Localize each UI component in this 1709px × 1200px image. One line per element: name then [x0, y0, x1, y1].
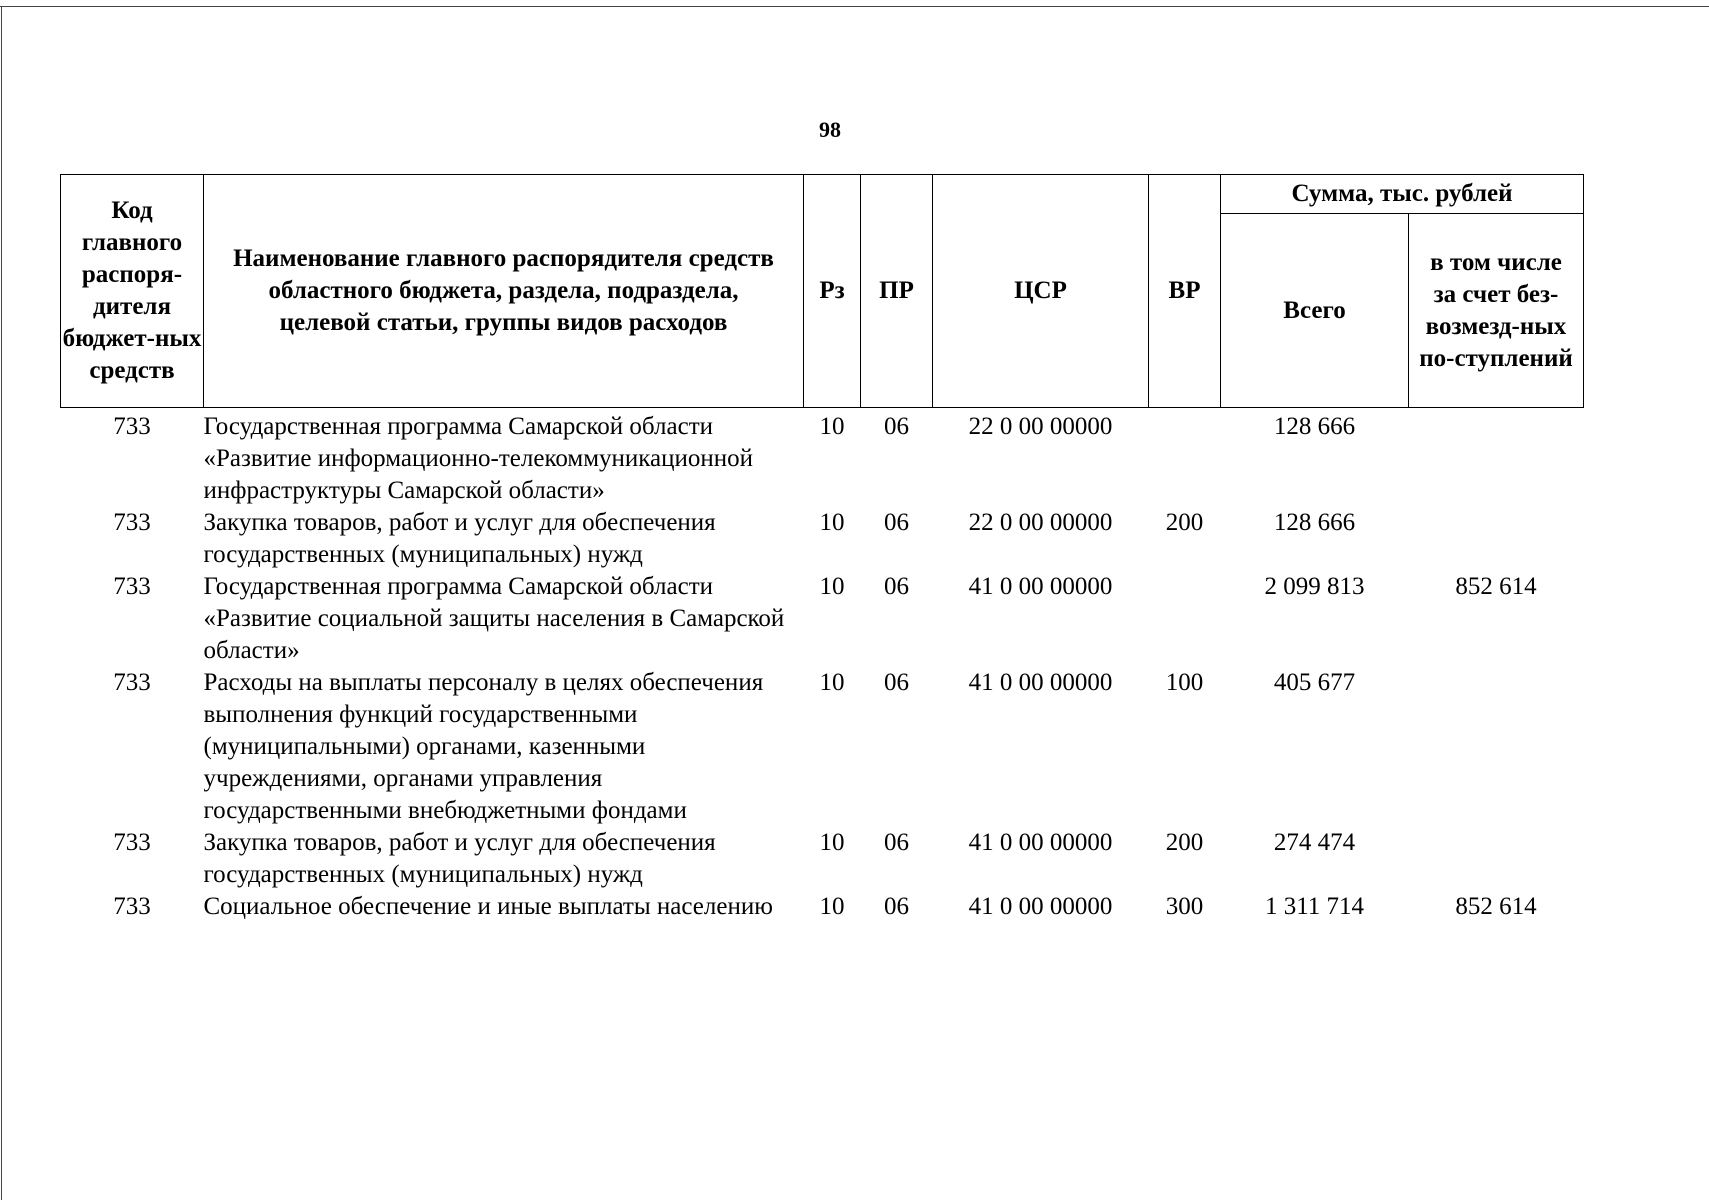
cell-name: Расходы на выплаты персоналу в целях обеспечения выполнения функций государственными (муниципальными) органами, казенными учреждениями, органами управления государственными внебюджетными фондами — [203, 669, 764, 824]
cell-vr — [1149, 408, 1221, 508]
cell-total: 405 677 — [1273, 669, 1356, 696]
cell-rz: 10 — [819, 893, 845, 920]
cell-code: 733 — [113, 893, 151, 920]
cell-pr: 06 — [884, 829, 909, 856]
table-row — [61, 667, 1584, 827]
cell-free — [1409, 667, 1584, 827]
table-row — [61, 571, 1584, 667]
cell-pr: 06 — [884, 573, 909, 600]
cell-rz: 10 — [819, 509, 845, 536]
header-pr: ПР — [861, 175, 933, 408]
cell-total: 274 474 — [1273, 829, 1356, 856]
table-row — [61, 408, 1584, 508]
header-rz: Рз — [804, 175, 861, 408]
table-row — [61, 507, 1584, 571]
cell-csr: 41 0 00 00000 — [968, 669, 1113, 696]
cell-free — [1409, 408, 1584, 508]
cell-vr: 200 — [1165, 829, 1204, 856]
header-name: Наименование главного распорядителя средств областного бюджета, раздела, подраздела, целевой статьи, группы видов расходов — [204, 175, 804, 408]
cell-code: 733 — [113, 829, 151, 856]
table-body — [61, 408, 1584, 924]
cell-free — [1409, 827, 1584, 891]
table-row — [61, 827, 1584, 891]
page-number: 98 — [819, 117, 841, 142]
cell-name: Государственная программа Самарской области «Развитие информационно-телекоммуникационной инфраструктуры Самарской области» — [203, 413, 754, 504]
cell-vr — [1149, 571, 1221, 667]
cell-name: Государственная программа Самарской области «Развитие социальной защиты населения в Самарской области» — [203, 573, 785, 664]
table-row — [61, 891, 1584, 923]
cell-total: 1 311 714 — [1264, 893, 1365, 920]
header-total: Всего — [1221, 214, 1409, 408]
cell-pr: 06 — [884, 509, 909, 536]
cell-name: Закупка товаров, работ и услуг для обеспечения государственных (муниципальных) нужд — [203, 509, 716, 568]
scan-frame-left — [1, 6, 2, 1200]
cell-vr: 200 — [1165, 509, 1204, 536]
header-vr: ВР — [1149, 175, 1221, 408]
cell-rz: 10 — [819, 413, 845, 440]
cell-rz: 10 — [819, 573, 845, 600]
header-code: Код главного распоря-дителя бюджет-ных средств — [61, 175, 204, 408]
header-sum: Сумма, тыс. рублей — [1221, 175, 1584, 214]
cell-rz: 10 — [819, 669, 845, 696]
cell-csr: 41 0 00 00000 — [968, 893, 1113, 920]
cell-name: Социальное обеспечение и иные выплаты населению — [203, 893, 773, 920]
cell-total: 128 666 — [1273, 509, 1356, 536]
cell-code: 733 — [113, 573, 151, 600]
cell-vr: 300 — [1165, 893, 1204, 920]
cell-pr: 06 — [884, 413, 909, 440]
cell-rz: 10 — [819, 829, 845, 856]
header-csr: ЦСР — [933, 175, 1149, 408]
cell-csr: 22 0 00 00000 — [968, 509, 1113, 536]
cell-name: Закупка товаров, работ и услуг для обеспечения государственных (муниципальных) нужд — [203, 829, 716, 888]
cell-csr: 41 0 00 00000 — [968, 573, 1113, 600]
cell-csr: 41 0 00 00000 — [968, 829, 1113, 856]
cell-total: 128 666 — [1273, 413, 1356, 440]
cell-pr: 06 — [884, 669, 909, 696]
cell-code: 733 — [113, 509, 151, 536]
cell-code: 733 — [113, 669, 151, 696]
scan-frame-top — [0, 6, 1709, 7]
cell-pr: 06 — [884, 893, 909, 920]
cell-total: 2 099 813 — [1264, 573, 1365, 600]
cell-free: 852 614 — [1455, 893, 1537, 920]
budget-table — [60, 174, 1584, 923]
cell-code: 733 — [113, 413, 151, 440]
cell-free: 852 614 — [1455, 573, 1537, 600]
cell-csr: 22 0 00 00000 — [968, 413, 1113, 440]
cell-vr: 100 — [1165, 669, 1204, 696]
header-free: в том числе за счет без-возмезд-ных по-ступлений — [1409, 214, 1584, 408]
cell-free — [1409, 507, 1584, 571]
